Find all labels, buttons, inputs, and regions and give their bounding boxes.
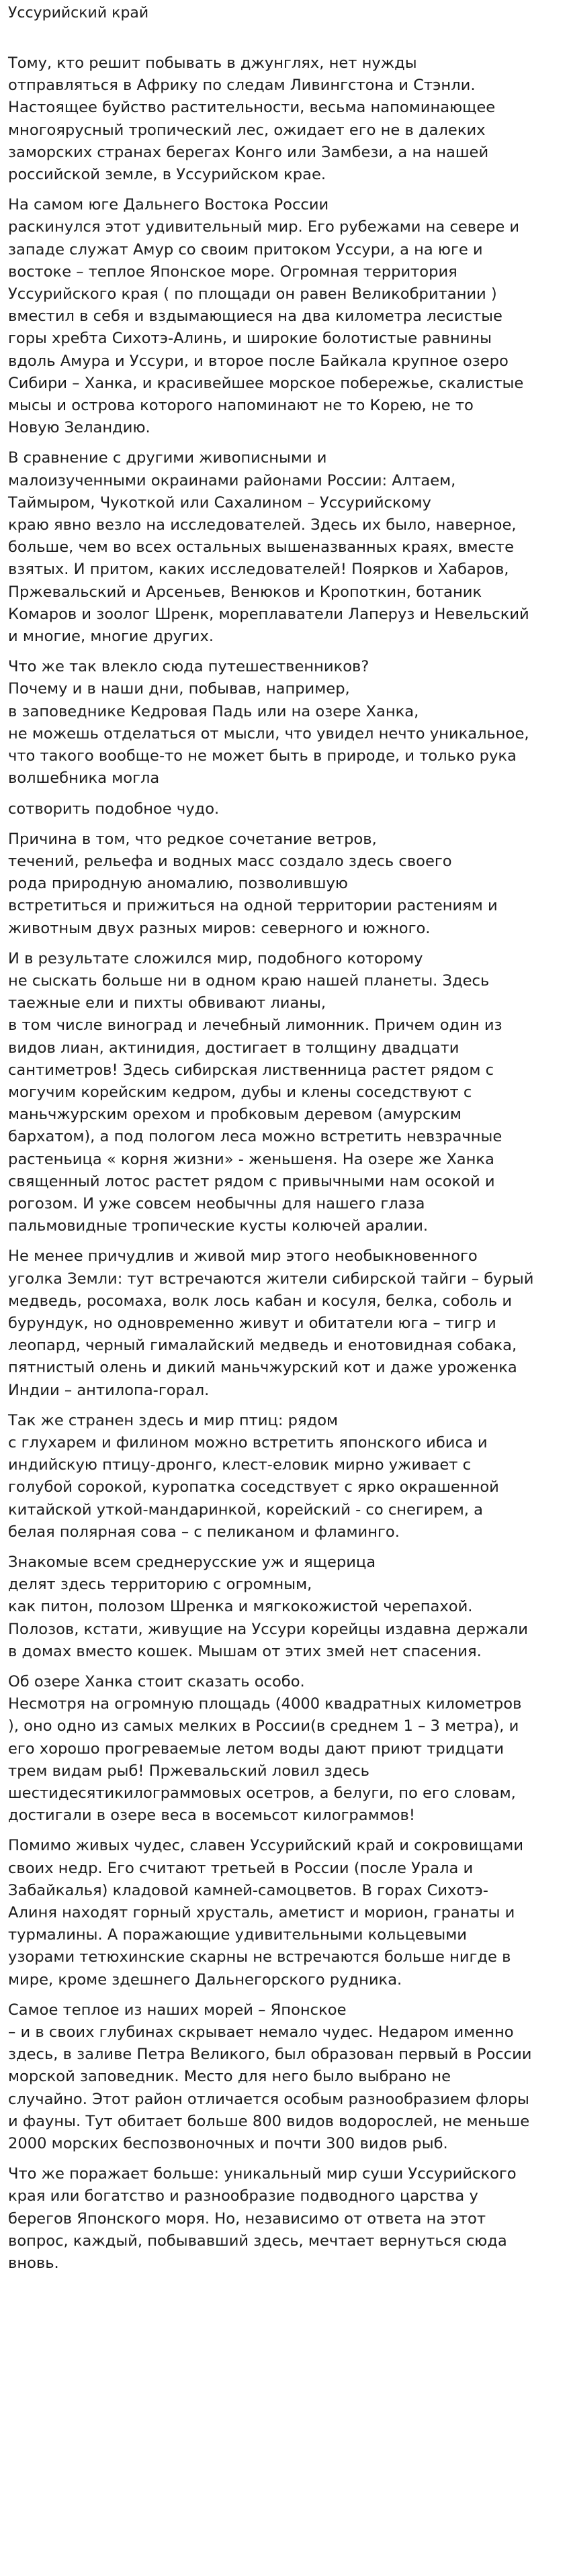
paragraph-13: Самое теплое из наших морей – Японское – и в своих глубинах скрывает немало чудес. Недаром именно здесь, в заливе Петра Великого, был образован первый в России морской заповедник. Место для него было выбрано не случайно. Этот район отличается особым разнообразием флоры и фауны. Тут обитает больше 800 видов водорослей, не меньше 2000 морских беспозвоночных и почти 300 видов рыб. [8,2001,532,2153]
paragraph-8: Не менее причудлив и живой мир этого необыкновенного уголка Земли: тут встречаются жители сибирской тайги – бурый медведь, росомаха, волк лось кабан и косуля, белка, соболь и бурундук, но одновременно живут и обитатели юга – тигр и леопард, черный гималайский медведь и енотовидная собака, пятнистый олень и дикий маньчжурский кот и даже уроженка Индии – антилопа-горал. [8,1247,534,1399]
paragraph-5: сотворить подобное чудо. [8,800,220,818]
paragraph-6: Причина в том, что редкое сочетание ветров, течений, рельефа и водных масс создало здесь своего рода природную аномалию, позволившую встретиться и прижиться на одной территории растениям и животным двух разных миров: северного и южного. [8,830,498,937]
paragraph-1: Тому, кто решит побывать в джунглях, нет нужды отправляться в Африку по следам Ливингстона и Стэнли. Настоящее буйство растительности, весьма напоминающее многоярусный тропический лес, ожидает его не в далеких заморских странах берегах Конго или Замбези, а на нашей российской земле, в Уссурийском крае. [8,54,496,184]
paragraph-12: Помимо живых чудес, славен Уссурийский край и сокровищами своих недр. Его считают третьей в России (после Урала и Забайкалья) кладовой камней-самоцветов. В горах Сихотэ- Алиня находят горный хрусталь, аметист и морион, гранаты и турмалины. А поражающие удивительными кольцевыми узорами тетюхинские скарны не встречаются больше нигде в мире, кроме здешнего Дальнегорского рудника. [8,1837,524,1989]
paragraph-14: Что же поражает больше: уникальный мир суши Уссурийского края или богатство и разнообразие подводного царства у берегов Японского моря. Но, независимо от ответа на этот вопрос, каждый, побывавший здесь, мечтает вернуться сюда вновь. [8,2165,517,2273]
paragraph-4: Что же так влекло сюда путешественников? Почему и в наши дни, побывав, например, в заповеднике Кедровая Падь или на озере Ханка, не можешь отделаться от мысли, что увидел нечто уникальное, что такого вообще-то не может быть в природе, и только рука волшебника могла [8,658,529,788]
document-title: Уссурийский край [8,5,149,21]
paragraph-9: Так же странен здесь и мир птиц: рядом с глухарем и филином можно встретить японского ибиса и индийскую птицу-дронго, клест-еловик мирно уживает с голубой сорокой, куропатка соседствует с ярко окрашенной китайской уткой-мандаринкой, корейский - со снегирем, а белая полярная сова – с пеликаном и фламинго. [8,1411,499,1541]
paragraph-3: В сравнение с другими живописными и малоизученными окраинами районами России: Алтаем, Таймыром, Чукоткой или Сахалином – Уссурийскому краю явно везло на исследователей. Здесь их было, наверное, больше, чем во всех остальных вышеназванных краях, вместе взятых. И притом, каких исследователей! Поярков и Хабаров, Пржевальский и Арсеньев, Венюков и Кропоткин, ботаник Комаров и зоолог Шренк, мореплаватели Лаперуз и Невельский и многие, многие других. [8,449,529,646]
paragraph-2: На самом юге Дальнего Востока России раскинулся этот удивительный мир. Его рубежами на севере и западе служат Амур со своим притоком Уссури, а на юге и востоке – теплое Японское море. Огромная территория Уссурийского края ( по площади он равен Великобритании ) вместил в себя и вздымающиеся на два километра лесистые горы хребта Сихотэ-Алинь, и широкие болотистые равнины вдоль Амура и Уссури, и второе после Байкала крупное озеро Сибири – Ханка, и красивейшее морское побережье, скалистые мысы и острова которого напоминают не то Корею, не то Новую Зеландию. [8,196,524,437]
paragraph-11: Об озере Ханка стоит сказать особо. Несмотря на огромную площадь (4000 квадратных километров ), оно одно из самых мелких в России(в среднем 1 – 3 метра), и его хорошо прогреваемые летом воды дают приют тридцати трем видам рыб! Пржевальский ловил здесь шестидесятикилограммовых осетров, а белуги, по его словам, достигали в озере веса в восемьсот килограммов! [8,1673,522,1825]
paragraph-10: Знакомые всем среднерусские уж и ящерица делят здесь территорию с огромным, как питон, полозом Шренка и мягкокожистой черепахой. Полозов, кстати, живущие на Уссури корейцы издавна держали в домах вместо кошек. Мышам от этих змей нет спасения. [8,1554,528,1660]
paragraph-7: И в результате сложился мир, подобного которому не сыскать больше ни в одном краю нашей планеты. Здесь таежные ели и пихты обвивают лианы, в том числе виноград и лечебный лимонник. Причем один из видов лиан, актинидия, достигает в толщину двадцати сантиметров! Здесь сибирская лиственница растет рядом с могучим корейским кедром, дубы и клены соседствуют с маньчжурским орехом и пробковым деревом (амурским бархатом), а под пологом леса можно встретить невзрачные растеньица « корня жизни» - женьшеня. На озере же Ханка священный лотос растет рядом с привычными нам осокой и рогозом. И уже совсем необычны для нашего глаза пальмовидные тропические кусты колючей аралии. [8,949,502,1235]
